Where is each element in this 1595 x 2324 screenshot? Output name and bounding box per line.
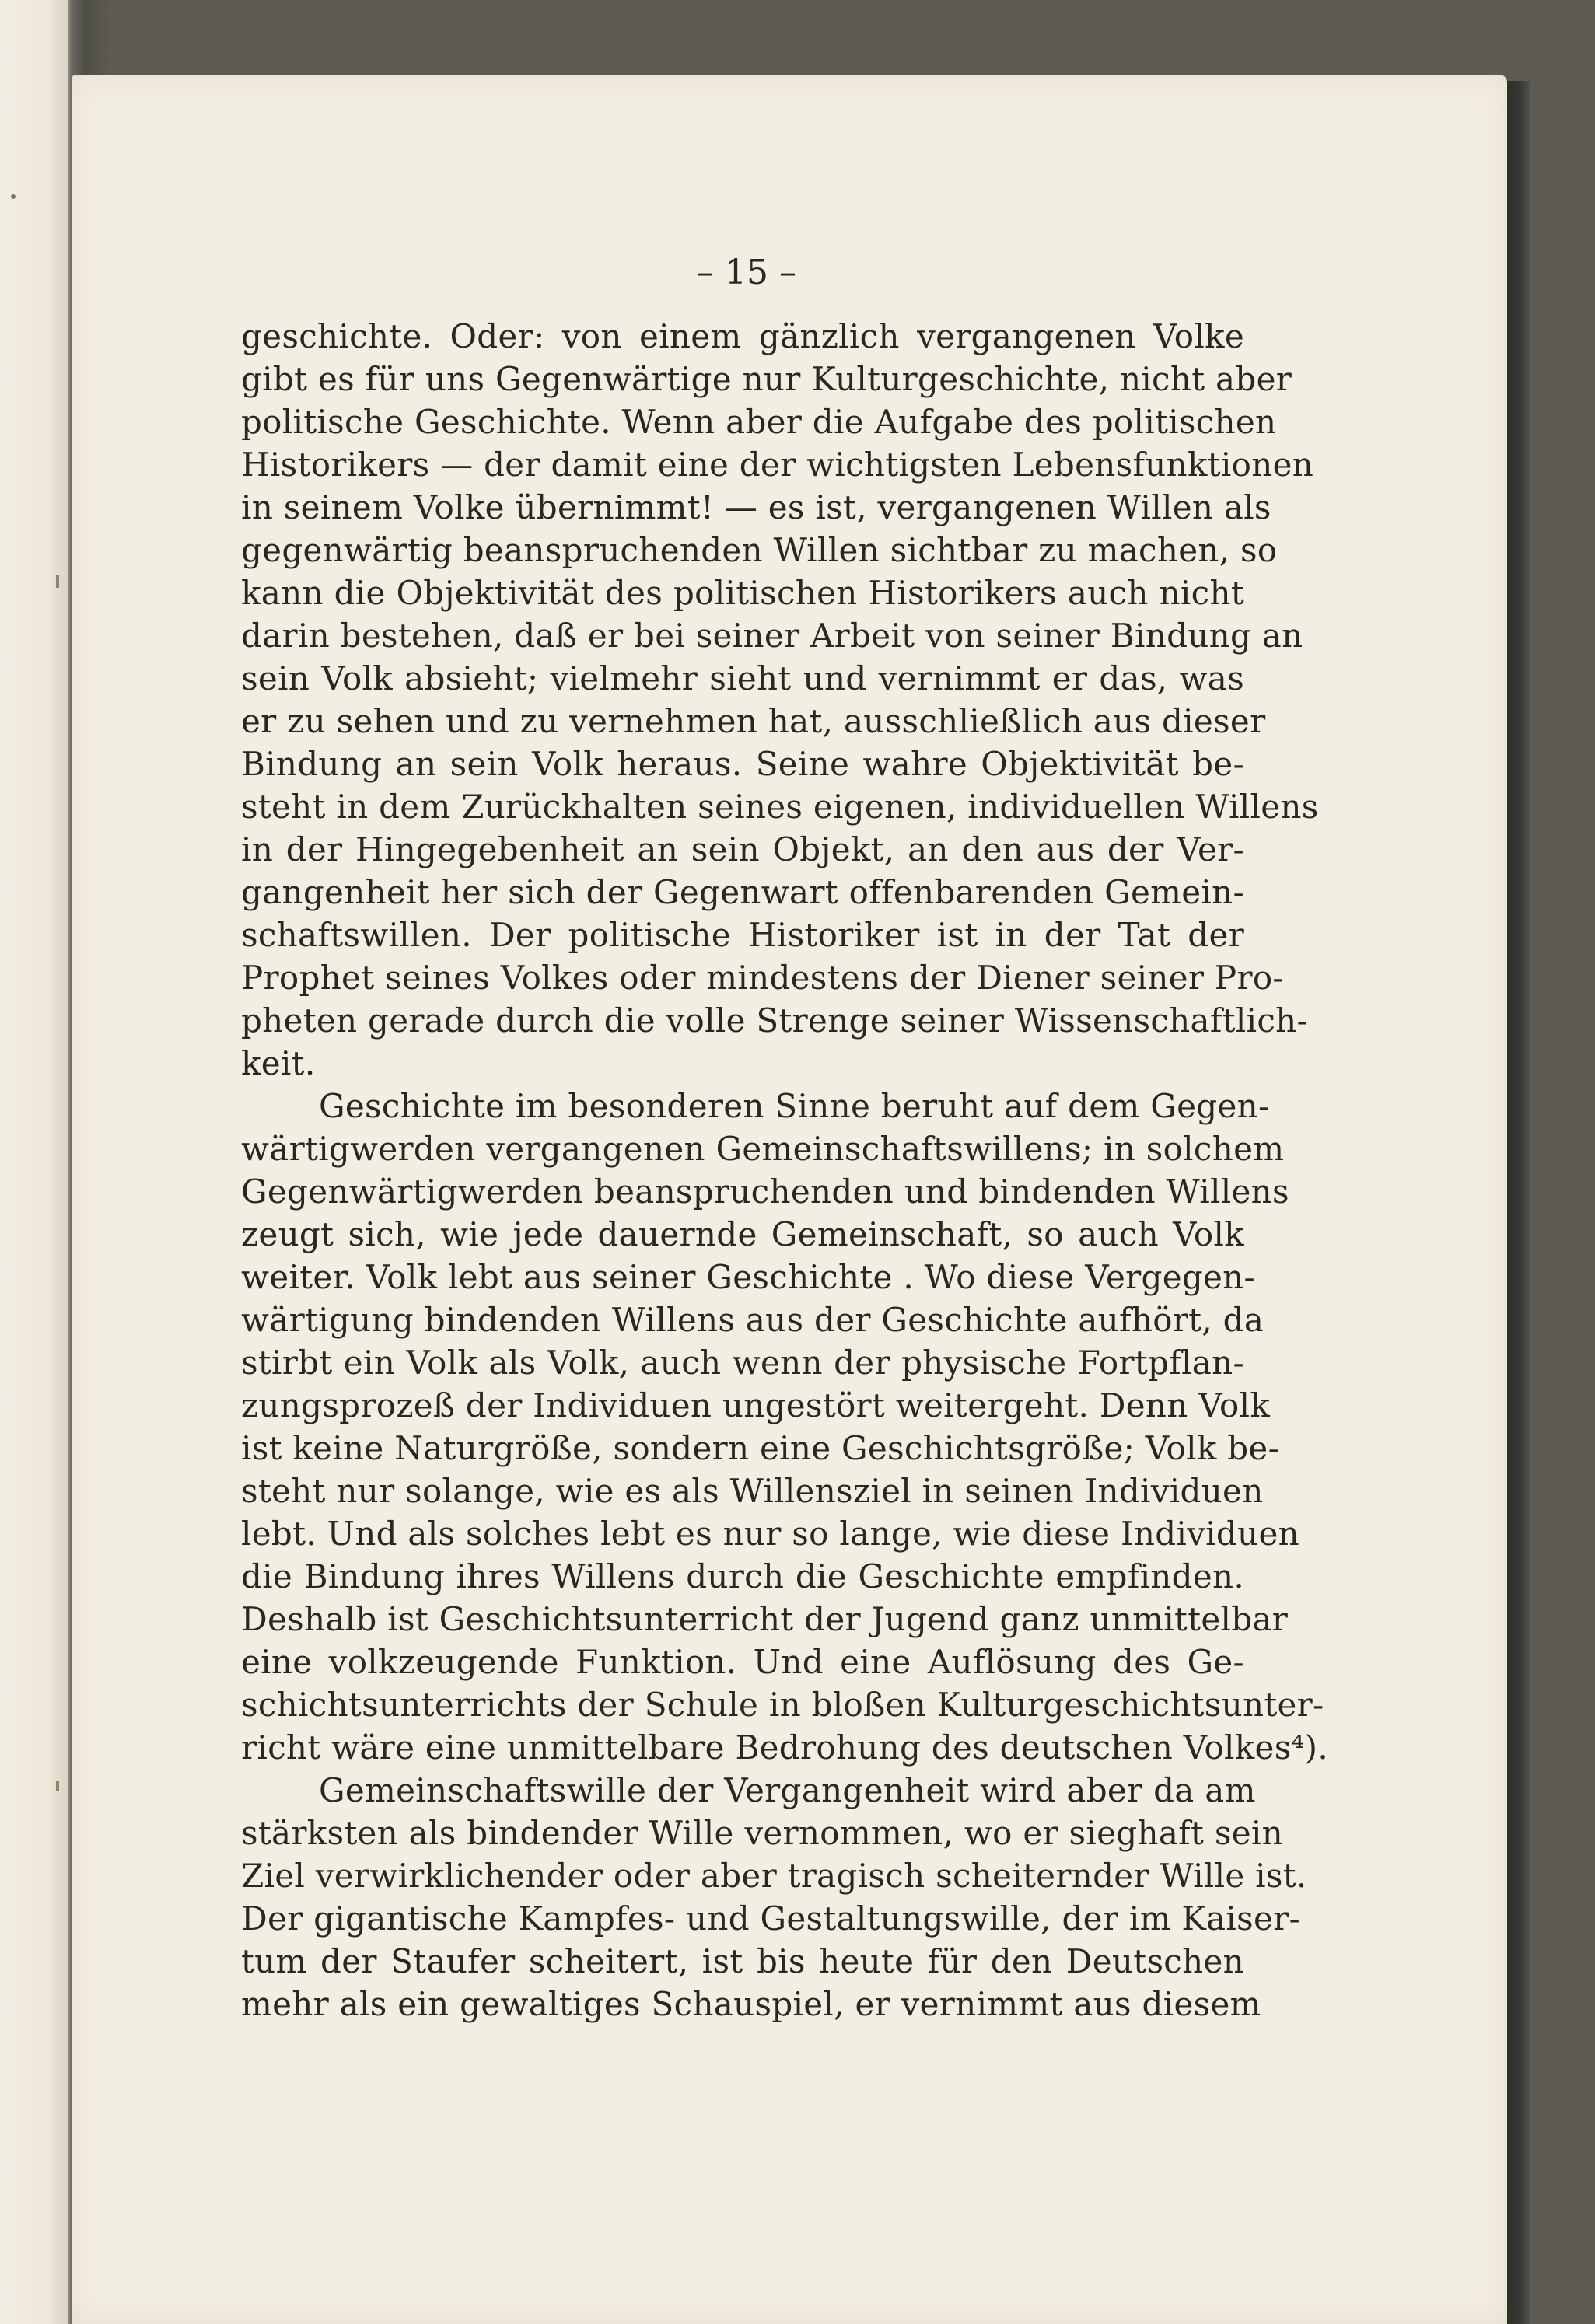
body-text — [241, 315, 1329, 2025]
text-line: geschichte. Oder: von einem gänzlich vergangenen Volke — [241, 317, 1244, 355]
text-line: mehr als ein gewaltiges Schauspiel, er vernimmt aus diesem — [241, 1985, 1261, 2023]
text-line: wärtigwerden vergangenen Gemeinschaftswillens; in solchem — [241, 1130, 1285, 1168]
text-line: steht in dem Zurückhalten seines eigenen, individuellen Willens — [241, 788, 1319, 826]
text-line: in der Hingegebenheit an sein Objekt, an den aus der Ver- — [241, 830, 1244, 868]
text-line: Ziel verwirklichender oder aber tragisch scheiternder Wille ist. — [241, 1857, 1307, 1895]
margin-speck — [11, 194, 16, 199]
text-line: steht nur solange, wie es als Willensziel in seinen Individuen — [241, 1472, 1264, 1510]
text-line: gangenheit her sich der Gegenwart offenbarenden Gemein- — [241, 873, 1244, 911]
text-line: lebt. Und als solches lebt es nur so lange, wie diese Individuen — [241, 1515, 1299, 1553]
text-line: in seinem Volke übernimmt! — es ist, vergangenen Willen als — [241, 488, 1271, 526]
text-line: zungsprozeß der Individuen ungestört weitergeht. Denn Volk — [241, 1386, 1271, 1424]
text-line: schichtsunterrichts der Schule in bloßen Kulturgeschichtsunter- — [241, 1686, 1324, 1724]
text-line: Gemeinschaftswille der Vergangenheit wird aber da am — [319, 1771, 1256, 1809]
text-line: Gegenwärtigwerden beanspruchenden und bindenden Willens — [241, 1172, 1289, 1211]
text-line: er zu sehen und zu vernehmen hat, ausschließlich aus dieser — [241, 702, 1266, 740]
text-line: weiter. Volk lebt aus seiner Geschichte . Wo diese Vergegen- — [241, 1258, 1256, 1296]
text-line: gibt es für uns Gegenwärtige nur Kulturgeschichte, nicht aber — [241, 360, 1292, 398]
text-line: stirbt ein Volk als Volk, auch wenn der physische Fortpflan- — [241, 1344, 1244, 1382]
text-line: Prophet seines Volkes oder mindestens der Diener seiner Pro- — [241, 959, 1284, 997]
text-line: schaftswillen. Der politische Historiker ist in der Tat der — [241, 916, 1244, 954]
text-line: politische Geschichte. Wenn aber die Aufgabe des politischen — [241, 403, 1277, 441]
text-line: gegenwärtig beanspruchenden Willen sichtbar zu machen, so — [241, 531, 1278, 569]
previous-page-edge — [0, 0, 68, 2324]
text-line: kann die Objektivität des politischen Historikers auch nicht — [241, 574, 1244, 612]
text-line: richt wäre eine unmittelbare Bedrohung des deutschen Volkes⁴). — [241, 1728, 1329, 1767]
text-line: stärksten als bindender Wille vernommen, wo er sieghaft sein — [241, 1814, 1283, 1852]
text-line: sein Volk absieht; vielmehr sieht und vernimmt er das, was — [241, 659, 1244, 697]
text-line: pheten gerade durch die volle Strenge seiner Wissenschaftlich- — [241, 1001, 1309, 1040]
text-line: tum der Staufer scheitert, ist bis heute für den Deutschen — [241, 1942, 1244, 1980]
page-number: – 15 – — [697, 253, 796, 292]
text-line: Geschichte im besonderen Sinne beruht auf dem Gegen- — [319, 1087, 1270, 1125]
text-line: Historikers — der damit eine der wichtigsten Lebensfunktionen — [241, 446, 1314, 484]
text-line: wärtigung bindenden Willens aus der Geschichte aufhört, da — [241, 1301, 1264, 1339]
text-line: keit. — [241, 1044, 316, 1082]
text-line: Bindung an sein Volk heraus. Seine wahre Objektivität be- — [241, 745, 1244, 783]
text-line: darin bestehen, daß er bei seiner Arbeit von seiner Bindung an — [241, 617, 1303, 655]
text-line: eine volkzeugende Funktion. Und eine Auflösung des Ge- — [241, 1643, 1244, 1681]
text-line: die Bindung ihres Willens durch die Geschichte empfinden. — [241, 1557, 1244, 1595]
text-line: ist keine Naturgröße, sondern eine Geschichtsgröße; Volk be- — [241, 1429, 1280, 1467]
page-shadow-edge — [1507, 81, 1530, 2324]
margin-mark — [56, 1781, 59, 1791]
text-line: Der gigantische Kampfes- und Gestaltungswille, der im Kaiser- — [241, 1899, 1300, 1938]
margin-mark — [56, 575, 59, 588]
text-line: zeugt sich, wie jede dauernde Gemeinschaft, so auch Volk — [241, 1215, 1244, 1253]
text-line: Deshalb ist Geschichtsunterricht der Jugend ganz unmittelbar — [241, 1600, 1289, 1638]
